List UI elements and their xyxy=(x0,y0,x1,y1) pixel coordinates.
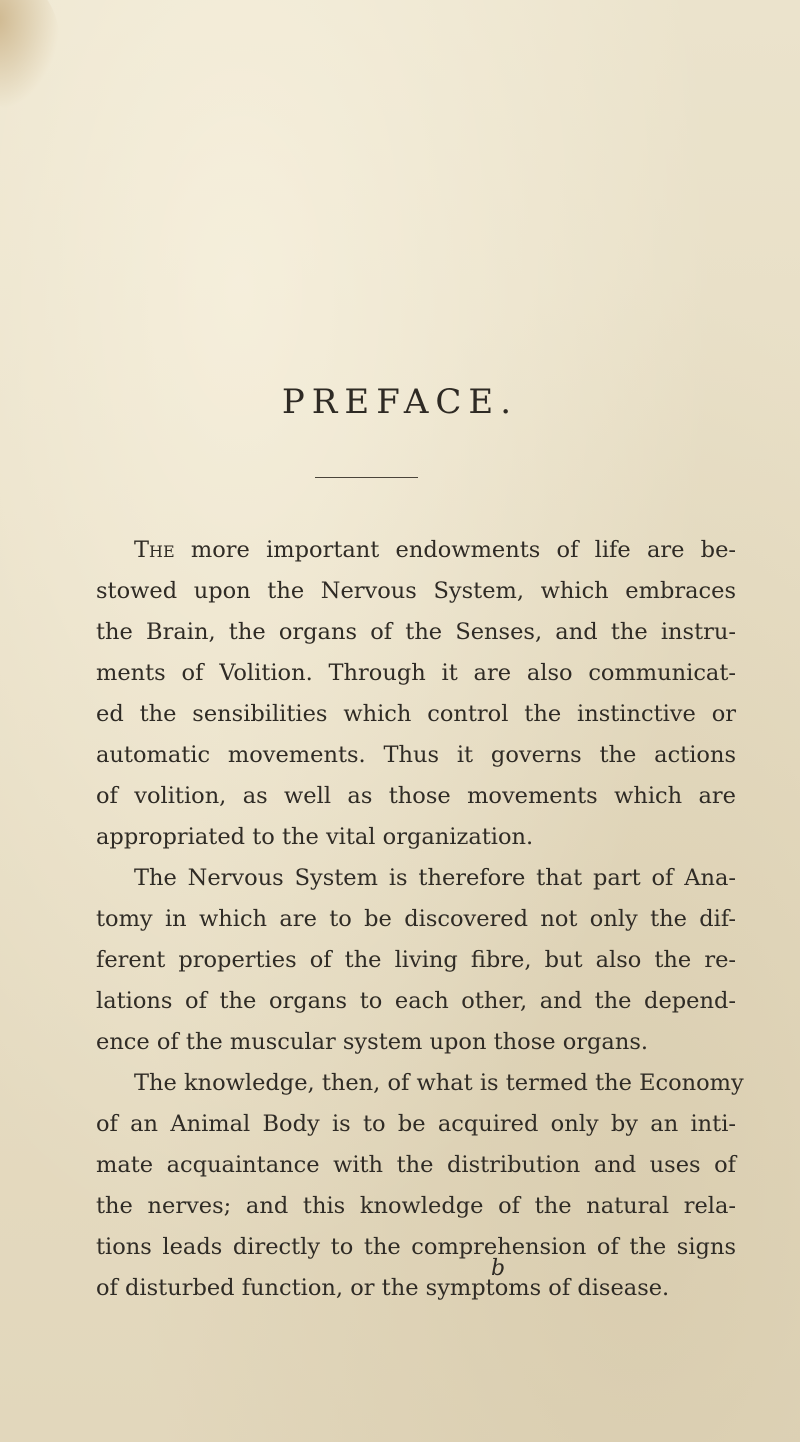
text-line: mate acquaintance with the distribution and uses of xyxy=(96,1152,736,1178)
text-line: of an Animal Body is to be acquired only by an inti- xyxy=(96,1111,736,1137)
line-rest: more important endowments of life are be- xyxy=(174,537,736,563)
text-line: ments of Volition. Through it are also communicat- xyxy=(96,660,736,686)
text-line: the Brain, the organs of the Senses, and the instru- xyxy=(96,619,736,645)
text-line: of disturbed function, or the symptoms of disease. xyxy=(96,1275,670,1301)
text-line: of volition, as well as those movements which are xyxy=(96,783,736,809)
title-rule xyxy=(315,477,418,478)
page-title: PREFACE. xyxy=(281,382,519,422)
text-line: ferent properties of the living fibre, but also the re- xyxy=(96,947,736,973)
text-line: The knowledge, then, of what is termed the Economy xyxy=(134,1070,744,1096)
text-line xyxy=(96,530,736,571)
text-line: stowed upon the Nervous System, which embraces xyxy=(96,578,736,604)
text-line: appropriated to the vital organization. xyxy=(96,824,534,850)
text-line: lations of the organs to each other, and the depend- xyxy=(96,988,736,1014)
text-line: automatic movements. Thus it governs the actions xyxy=(96,742,736,768)
text-line: ed the sensibilities which control the instinctive or xyxy=(96,701,736,727)
text-line: The Nervous System is therefore that part of Ana- xyxy=(134,865,736,891)
text-line: tomy in which are to be discovered not only the dif- xyxy=(96,906,736,932)
text-line: ence of the muscular system upon those organs. xyxy=(96,1029,649,1055)
text-line: tions leads directly to the comprehension of the signs xyxy=(96,1234,736,1260)
text-line: the nerves; and this knowledge of the natural rela- xyxy=(96,1193,736,1219)
signature-mark: b xyxy=(491,1256,506,1281)
lead-word: The xyxy=(134,537,175,563)
body-text xyxy=(96,530,744,1309)
paper-stain xyxy=(0,0,60,110)
